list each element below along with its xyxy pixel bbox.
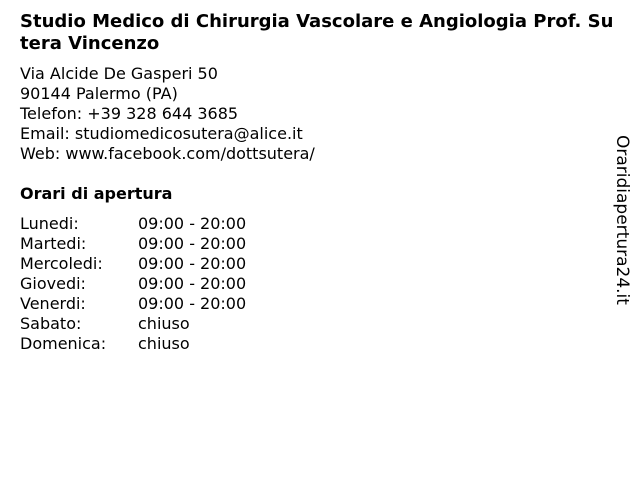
address-street: Via Alcide De Gasperi 50 [20,64,218,83]
opening-hours-heading: Orari di apertura [20,184,173,203]
address-city: 90144 Palermo (PA) [20,84,178,103]
day-label: Martedi: [20,234,87,253]
time-value: 09:00 - 20:00 [138,234,247,253]
day-label: Mercoledi: [20,254,103,273]
site-brand-label: Oraridiapertura24.it [612,135,632,305]
time-value: chiuso [138,314,190,333]
day-label: Sabato: [20,314,82,333]
business-title: Studio Medico di Chirurgia Vascolare e Angiologia Prof. Sutera Vincenzo [20,11,614,54]
phone-number: Telefon: +39 328 644 3685 [20,104,239,123]
email-address: Email: studiomedicosutera@alice.it [20,124,303,143]
website-url: Web: www.facebook.com/dottsutera/ [20,144,315,163]
day-label: Domenica: [20,334,107,353]
time-value: 09:00 - 20:00 [138,294,247,313]
time-value: 09:00 - 20:00 [138,254,247,273]
day-label: Venerdi: [20,294,86,313]
day-label: Giovedi: [20,274,86,293]
time-value: chiuso [138,334,190,353]
contact-block [20,64,315,164]
day-label: Lunedi: [20,214,79,233]
time-value: 09:00 - 20:00 [138,214,247,233]
time-value: 09:00 - 20:00 [138,274,247,293]
